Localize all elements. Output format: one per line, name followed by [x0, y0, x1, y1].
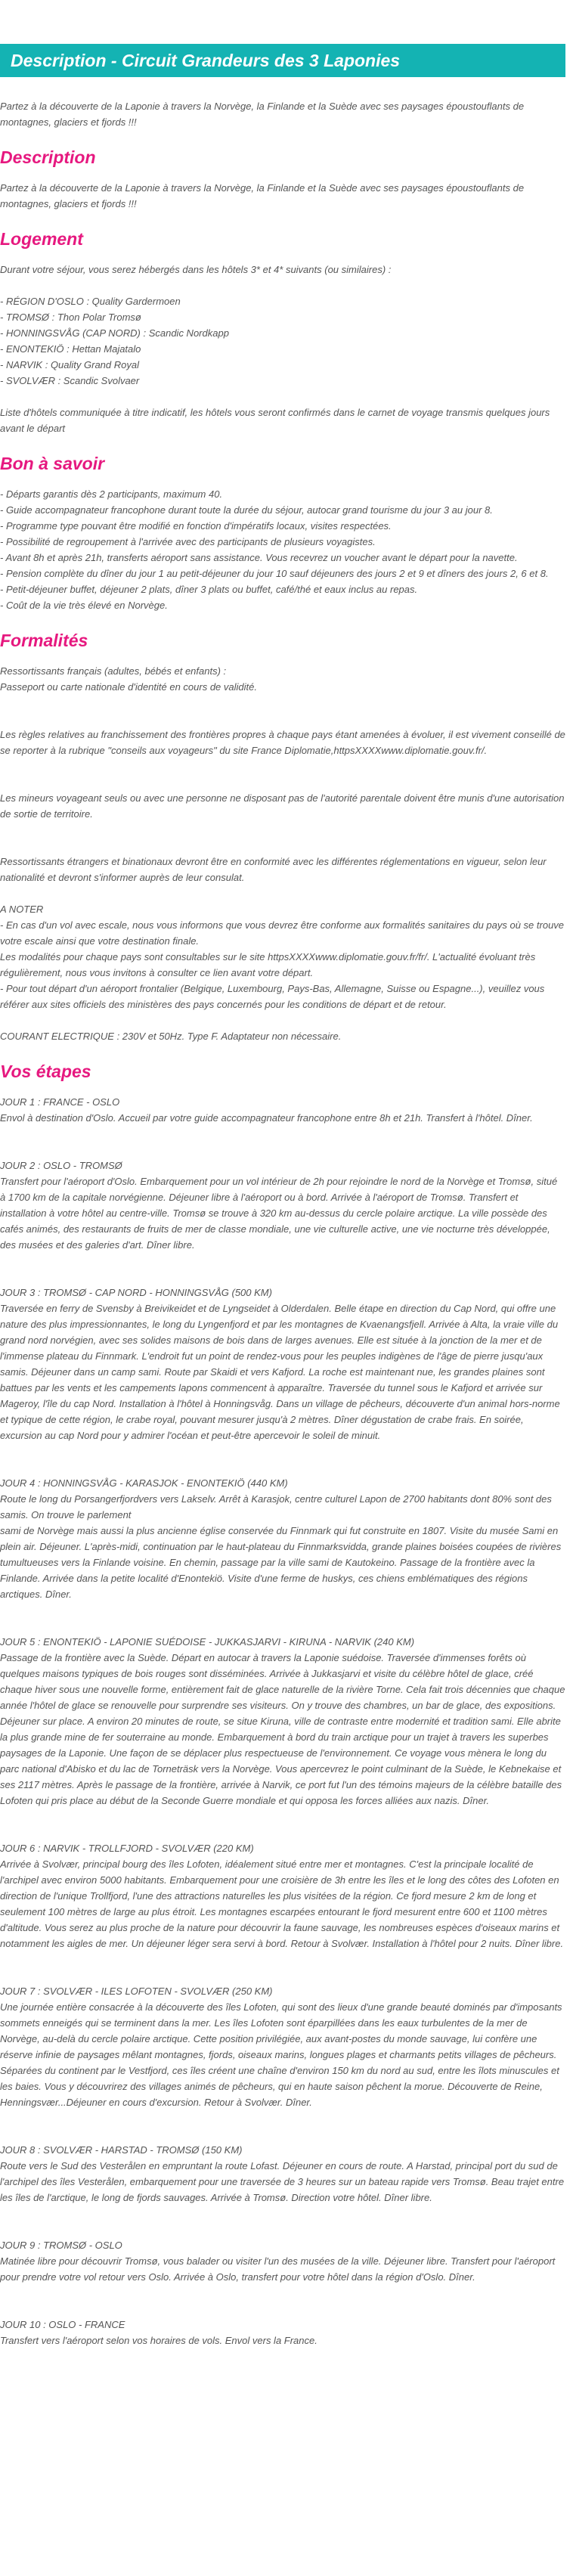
formalites-text: Ressortissants français (adultes, bébés et enfants) :: [0, 665, 227, 677]
bon-item: - Départs garantis dès 2 participants, maximum 40.: [0, 488, 223, 500]
formalites-text: - Pour tout départ d'un aéroport frontalier (Belgique, Luxembourg, Pays-Bas, Allemagne, Suisse ou Espagne...), veuillez vous référer aux sites officiels des ministères des pays concernés pour les conditions de départ et de retour.: [0, 983, 545, 1010]
description-text: Partez à la découverte de la Laponie à travers la Norvège, la Finlande et la Suède avec ses paysages époustouflants de montagnes, glaciers et fjords !!!: [0, 182, 525, 209]
logement-heading: Logement: [0, 229, 83, 249]
day-text: Une journée entière consacrée à la découverte des îles Lofoten, qui sont des lieux d'une grande beauté dominés par d'imposants sommets enneigés qui se terminent dans la mer. Les îles Lofoten sont éparpillées dans les eaux turbulentes de la mer de Norvège, au-delà du cercle polaire arctique. Cette position privilégiée, aux avant-postes du monde sauvage, lui confère une réserve infinie de paysages mêlant montagnes, fjords, oiseaux marins, longues plages et charmants petits villages de pêcheurs. Séparées du continent par le Vestfjord, ces îles créent une chaîne d'environ 150 km du nord au sud, entre les îlots minuscules et les baies. Vous y découvrirez des villages animés de pêcheurs, qui en haute saison pêchent la morue. Découverte de Reine, Henningsvær...Déjeuner en cours d'excursion. Retour à Svolvær. Dîner.: [0, 2001, 562, 2108]
hotel-item: - SVOLVÆR : Scandic Svolvaer: [0, 375, 140, 386]
bon-item: - Petit-déjeuner buffet, déjeuner 2 plats, dîner 3 plats ou buffet, café/thé et eaux inclus au repas.: [0, 584, 418, 595]
logement-note: Liste d'hôtels communiquée à titre indicatif, les hôtels vous seront confirmés dans le carnet de voyage transmis quelques jours avant le départ: [0, 407, 550, 434]
bon-item: - Programme type pouvant être modifié en fonction d'impératifs locaux, visites respectées.: [0, 520, 392, 532]
day-text: Transfert vers l'aéroport selon vos horaires de vols. Envol vers la France.: [0, 2335, 317, 2346]
page-banner: [0, 44, 565, 77]
formalites-text: Passeport ou carte nationale d'identité en cours de validité.: [0, 681, 257, 693]
hotel-item: - HONNINGSVÅG (CAP NORD) : Scandic Nordkapp: [0, 327, 229, 339]
day-text: Passage de la frontière avec la Suède. Départ en autocar à travers la Laponie suédoise. Traversée d'immenses forêts où quelques maisons typiques de bois rouges sont disséminées. Arrivée à Jukkasjarvi et visite du célèbre hôtel de glace, créé chaque hiver sous une nouvelle forme, entièrement fait de glace naturelle de la rivière Torne. Cela fait trois décennies que chaque année l'hôtel de glace se renouvelle pour surprendre ses visiteurs. On y trouve des chambres, un bar de glace, des expositions. Déjeuner sur place. A environ 20 minutes de route, se situe Kiruna, ville de contraste entre modernité et tradition sami. Elle abrite la plus grande mine de fer souterraine au monde. Embarquement à bord du train arctique pour un trajet à travers les superbes paysages de la Laponie. Une façon de se déplacer plus respectueuse de l'environnement. Ce voyage vous mènera le long du parc national d'Abisko et du lac de Torneträsk vers la Norvège. Vous apercevrez le point culminant de la Suède, le Kebnekaise et ses 2117 mètres. Après le passage de la frontière, arrivée à Narvik, ce port fut l'un des témoins majeurs de la célèbre bataille des Lofoten qui pris place au début de la Seconde Guerre mondiale et qui opposa les forces alliées aux nazis. Dîner.: [0, 1652, 565, 1806]
day-text: Route le long du Porsangerfjordvers vers Lakselv. Arrêt à Karasjok, centre culturel Lapon de 2700 habitants dont 80% sont des samis. On trouve le parlement sami de Norvège mais aussi la plus ancienne église conservée du Finnmark qui fut construite en 1807. Visite du musée Sami en plein air. Déjeuner. L'après-midi, continuation par le haut-plateau du Finnmarksvidda, grande plaines boisées coupées de rivières tumultueuses vers la Finlande voisine. En chemin, passage par la ville sami de Kautokeino. Passage de la frontière avec la Finlande. Arrivée dans la petite localité d'Enontekiö. Visite d'une ferme de huskys, ces chiens emblématiques des régions arctiques. Dîner.: [0, 1493, 562, 1600]
day-block: [0, 1983, 565, 2110]
formalites-text: - En cas d'un vol avec escale, nous vous informons que vous devrez être conforme aux formalités sanitaires du pays où se trouve votre escale ainsi que votre destination finale.: [0, 919, 565, 947]
day-title: JOUR 3 : TROMSØ - CAP NORD - HONNINGSVÅG (500 KM): [0, 1287, 272, 1298]
formalites-text: Les modalités pour chaque pays sont consultables sur le site httpsXXXXwww.diplomatie.gouv.fr/fr/. L'actualité évoluant très régulièrement, nous vous invitons à consulter ce lien avant votre départ.: [0, 951, 536, 978]
day-text: Matinée libre pour découvrir Tromsø, vous balader ou visiter l'un des musées de la ville. Déjeuner libre. Transfert pour l'aéroport pour prendre votre vol retour vers Oslo. Arrivée à Oslo, transfert pour votre hôtel dans la région d'Oslo. Dîner.: [0, 2255, 556, 2283]
bon-a-savoir-list: [0, 486, 565, 613]
day-text: Envol à destination d'Oslo. Accueil par votre guide accompagnateur francophone entre 8h et 21h. Transfert à l'hôtel. Dîner.: [0, 1112, 533, 1124]
description-heading: Description: [0, 147, 96, 167]
bon-a-savoir-heading: Bon à savoir: [0, 454, 105, 473]
day-title: JOUR 9 : TROMSØ - OSLO: [0, 2240, 122, 2251]
hotel-item: - TROMSØ : Thon Polar Tromsø: [0, 312, 141, 323]
bon-item: - Avant 8h et après 21h, transferts aéroport sans assistance. Vous recevrez un voucher avant le départ pour la navette.: [0, 552, 518, 563]
day-block: [0, 2237, 565, 2285]
logement-intro: Durant votre séjour, vous serez hébergés dans les hôtels 3* et 4* suivants (ou similaires) :: [0, 264, 392, 275]
day-title: JOUR 10 : OSLO - FRANCE: [0, 2319, 125, 2330]
electric-info: COURANT ELECTRIQUE : 230V et 50Hz. Type F. Adaptateur non nécessaire.: [0, 1031, 342, 1042]
day-text: Route vers le Sud des Vesterålen en empruntant la route Lofast. Déjeuner en cours de route. A Harstad, principal port du sud de l'archipel des îles Vesterålen, embarquement pour une traversée de 3 heures sur un bateau rapide vers Tromsø. Beau trajet entre les îles de l'arctique, le long de fjords sauvages. Arrivée à Tromsø. Direction votre hôtel. Dîner libre.: [0, 2160, 565, 2203]
day-block: [0, 1475, 565, 1602]
day-title: JOUR 8 : SVOLVÆR - HARSTAD - TROMSØ (150 KM): [0, 2144, 243, 2156]
formalites-text: Ressortissants étrangers et binationaux devront être en conformité avec les différentes réglementations en vigueur, selon leur nationalité et devront s'informer auprès de leur consulat.: [0, 856, 547, 883]
day-title: JOUR 5 : ENONTEKIÖ - LAPONIE SUÉDOISE - JUKKASJARVI - KIRUNA - NARVIK (240 KM): [0, 1636, 415, 1648]
hotel-item: - RÉGION D'OSLO : Quality Gardermoen: [0, 296, 181, 307]
formalites-heading: Formalités: [0, 631, 88, 650]
day-text: Arrivée à Svolvær, principal bourg des îles Lofoten, idéalement situé entre mer et montagnes. C'est la principale localité de l'archipel avec environ 5000 habitants. Embarquement pour une croisière de 3h entre les îles et le long des côtes des Lofoten en direction de l'unique Trollfjord, l'une des attractions naturelles les plus visitées de la région. Ce fjord mesure 2 km de long et seulement 100 mètres de large au plus étroit. Les montagnes escarpées entourant le fjord mesurent entre 600 et 1100 mètres d'altitude. Vous serez au plus proche de la nature pour découvrir la faune sauvage, les nombreuses espèces d'oiseaux marins et notamment les aigles de mer. Un déjeuner léger sera servi à bord. Retour à Svolvær. Installation à l'hôtel pour 2 nuits. Dîner libre.: [0, 1858, 564, 1949]
hotel-item: - ENONTEKIÖ : Hettan Majatalo: [0, 343, 141, 355]
day-block: [0, 1840, 565, 1951]
formalites-text: Les règles relatives au franchissement des frontières propres à chaque pays étant amenées à évoluer, il est vivement conseillé de se reporter à la rubrique "conseils aux voyageurs" du site France Diplomatie,httpsXXXXwww.diplomatie.gouv.fr/.: [0, 729, 565, 756]
day-block: [0, 1634, 565, 1809]
day-title: JOUR 7 : SVOLVÆR - ILES LOFOTEN - SVOLVÆR (250 KM): [0, 1985, 273, 1997]
day-block: [0, 1094, 565, 1126]
bon-item: - Possibilité de regroupement à l'arrivée avec des participants de plusieurs voyagistes.: [0, 536, 376, 547]
hotel-item: - NARVIK : Quality Grand Royal: [0, 359, 139, 370]
day-text: Transfert pour l'aéroport d'Oslo. Embarquement pour un vol intérieur de 2h pour rejoindre le nord de la Norvège et Tromsø, situé à 1700 km de la capitale norvégienne. Déjeuner libre à l'aéroport ou à bord. Arrivée à l'aéroport de Tromsø. Transfert et installation à votre hôtel au centre-ville. Tromsø se trouve à 320 km au-dessus du cercle polaire arctique. La ville possède des cafés animés, des restaurants de fruits de mer de classe mondiale, une vie culturelle active, une vie nocturne très développée, des musées et des galeries d'art. Dîner libre.: [0, 1176, 558, 1251]
day-title: JOUR 1 : FRANCE - OSLO: [0, 1096, 120, 1108]
bon-item: - Guide accompagnateur francophone durant toute la durée du séjour, autocar grand tourisme du jour 3 au jour 8.: [0, 504, 493, 516]
formalites-text: Les mineurs voyageant seuls ou avec une personne ne disposant pas de l'autorité parentale doivent être munis d'une autorisation de sortie de territoire.: [0, 792, 565, 820]
intro-text: Partez à la découverte de la Laponie à travers la Norvège, la Finlande et la Suède avec ses paysages époustouflants de montagnes, glaciers et fjords !!!: [0, 101, 525, 128]
etapes-heading: Vos étapes: [0, 1062, 91, 1081]
formalites-note-title: A NOTER: [0, 904, 44, 915]
hotel-list: [0, 293, 565, 389]
banner-title: Description - Circuit Grandeurs des 3 Laponies: [11, 51, 401, 70]
day-block: [0, 1285, 565, 1443]
bon-item: - Pension complète du dîner du jour 1 au petit-déjeuner du jour 10 sauf déjeuners des jours 2 et 9 et dîners des jours 2, 6 et 8.: [0, 568, 549, 579]
day-title: JOUR 6 : NARVIK - TROLLFJORD - SVOLVÆR (220 KM): [0, 1843, 254, 1854]
day-title: JOUR 4 : HONNINGSVÅG - KARASJOK - ENONTEKIÖ (440 KM): [0, 1477, 288, 1489]
day-text: Traversée en ferry de Svensby à Breivikeidet et de Lyngseidet à Olderdalen. Belle étape en direction du Cap Nord, qui offre une nature des plus impressionnantes, le long du Lyngenfjord et par les montagnes de Kvaenangsfjell. Arrivée à Alta, la vraie ville du grand nord norvégien, avec ses solides maisons de bois dans de larges avenues. Elle est située à la jonction de la mer et de l'immense plateau du Finnmark. L'endroit fut un point de rendez-vous pour les peuples indigènes de l'âge de pierre jusqu'aux samis. Déjeuner dans un camp sami. Route par Skaidi et vers Kafjord. La roche est maintenant nue, les grandes plaines sont battues par les vents et les campements lapons commencent à apparaître. Traversée du tunnel sous le Kafjord et arrivée sur Mageroy, l'île du cap Nord. Installation à l'hôtel à Honningsvåg. Dans un village de pêcheurs, découverte d'un animal hors-norme et typique de cette région, le crabe royal, pouvant mesurer jusqu'à 2 mètres. Dîner dégustation de crabe frais. En soirée, excursion au cap Nord pour y admirer l'océan et peut-être apercevoir le soleil de minuit.: [0, 1303, 560, 1441]
day-block: [0, 2317, 565, 2348]
bon-item: - Coût de la vie très élevé en Norvège.: [0, 600, 168, 611]
day-block: [0, 1158, 565, 1253]
day-title: JOUR 2 : OSLO - TROMSØ: [0, 1160, 122, 1171]
content: [0, 98, 565, 2348]
day-block: [0, 2142, 565, 2206]
